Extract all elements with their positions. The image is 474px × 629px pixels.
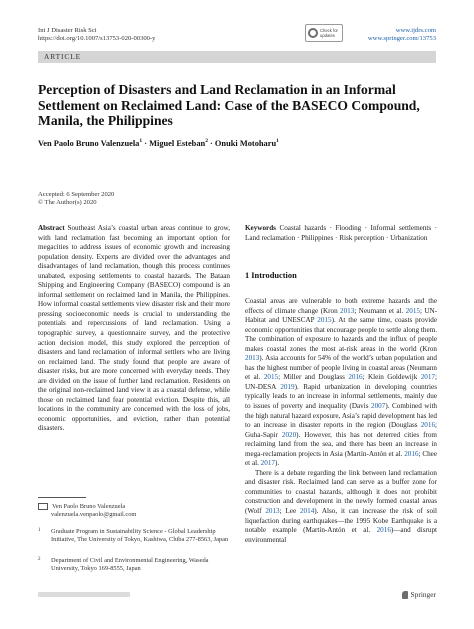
body-text: ). Combined with the high natural hazard exposure, Asia’s rapid development has led to an increase in disaster reports in the region (Douglass [245, 402, 437, 430]
citation-link[interactable]: 2013 [340, 306, 355, 315]
body-text: ; Neumann et al. [354, 306, 406, 315]
body-text: ; Chee et al. [245, 449, 437, 468]
publisher-name: Springer [410, 590, 436, 599]
corresponding-author: Ven Paolo Bruno Valenzuela [52, 503, 126, 510]
body-text: ). [274, 459, 280, 468]
author-list: Ven Paolo Bruno Valenzuela$^1$ · Miguel Esteban$^2$ · Onuki Motoharu$^1$ [38, 138, 279, 148]
springer-horse-icon [402, 591, 408, 599]
author-name[interactable]: Ven Paolo Bruno Valenzuela [38, 138, 140, 148]
citation-link[interactable]: 2020 [281, 430, 297, 439]
intro-paragraph-2 [245, 469, 437, 545]
affiliation-text: Graduate Program in Sustainability Science - Global Leadership Initiative, The University of Tokyo, Kashiwa, Chiba 277-8563, Japan [51, 528, 229, 543]
citation-link[interactable]: 2016 [348, 373, 363, 382]
copyright-line: © The Author(s) 2020 [38, 199, 97, 207]
citation-link[interactable]: 2019 [280, 382, 295, 391]
paper-title: Perception of Disasters and Land Reclamation in an Informal Settlement on Reclaimed Land: Case of the BASECO Compound, Manila, the Philippines [38, 82, 420, 129]
keywords-text: Coastal hazards · Flooding · Informal settlements · Land reclamation · Philippines · Risk perception · Urbanization [245, 224, 437, 242]
body-text: ). At the same time, coasts provide economic opportunities that encourage people to settle along them. The combination of exposure to hazards and the influx of people makes coastal zones the most at-risk areas in the world (Kron [245, 316, 437, 353]
body-text: There is a debate regarding the link between land reclamation and disaster risk. Reclaimed land can serve as a buffer zone for communities to coastal hazards, although it does not prohibit construction and development in the newly formed coastal areas (Wolf [245, 468, 437, 516]
citation-link[interactable]: 2016 [404, 449, 419, 458]
body-text: ; Guha-Sapir [245, 421, 437, 439]
citation-link[interactable]: 2015 [405, 306, 420, 315]
website-link-1[interactable]: www.ijdrs.com [395, 27, 436, 34]
citation-link[interactable]: 2015 [263, 373, 279, 382]
body-text: ; Klein Goldewijk [362, 373, 421, 382]
article-label: ARTICLE [44, 52, 82, 61]
body-text: ; UN-Habitat and UNESCAP [245, 306, 438, 325]
citation-link[interactable]: 2015 [317, 316, 332, 325]
keywords-label: Keywords [245, 224, 276, 232]
affiliation-number: 2 [38, 557, 41, 562]
affiliation-text: Department of Civil and Environmental Engineering, Waseda University, Tokyo 169-8555, Japan [51, 557, 209, 572]
body-text: Coastal areas are vulnerable to both extreme hazards and the effects of climate change (Kron [245, 297, 437, 315]
email-link[interactable]: valenzuela.venpaolo@gmail.com [51, 511, 137, 518]
introduction-body [245, 297, 437, 545]
keywords [245, 224, 437, 243]
abstract [38, 224, 230, 434]
badge-line1: Check for [320, 28, 338, 33]
article-type-bar [38, 51, 436, 63]
intro-paragraph-1 [245, 297, 437, 469]
citation-link[interactable]: 2013 [245, 354, 260, 363]
body-text: ; UN-DESA [245, 373, 437, 391]
body-text: ). Asia accounts for 54% of the world’s urban population and has the highest number of people living in coastal areas (Neumann et al. [245, 354, 437, 382]
envelope-icon [38, 503, 48, 510]
author-name[interactable]: Miguel Esteban [149, 138, 206, 148]
citation-link[interactable]: 2017 [260, 459, 275, 468]
author-name[interactable]: Onuki Motoharu [214, 138, 277, 148]
correspondence [38, 503, 136, 519]
citation-link[interactable]: 2014 [299, 507, 315, 516]
citation-link[interactable]: 2007 [371, 402, 386, 411]
affiliation [38, 528, 230, 544]
footer-bar [38, 592, 130, 597]
body-text: ; Miller and Douglass [278, 373, 349, 382]
affiliation-number: 1 [38, 528, 41, 533]
citation-link[interactable]: 2016 [420, 421, 436, 430]
body-text: ). Rapid urbanization in developing countries typically leads to an increase in informal settlements, mainly due to issues of poverty and inequality (Davis [245, 382, 437, 411]
doi-link[interactable]: https://doi.org/10.1007/s13753-020-00300-y [38, 35, 156, 43]
author-affiliation-mark: 1 [276, 138, 279, 144]
publisher-logo [402, 590, 436, 599]
body-text: ). Also, it can increase the risk of soil liquefaction during earthquakes—the 1995 Kobe Earthquake is a notable example (Martín-Antón et al. [245, 507, 437, 535]
website-link-2[interactable]: www.springer.com/13753 [367, 35, 436, 43]
section-heading: 1 Introduction [245, 271, 297, 280]
citation-link[interactable]: 2013 [265, 507, 280, 516]
body-text: )—and disrupt environmental [245, 526, 438, 544]
accepted-date: Accepted: 6 September 2020 [38, 191, 115, 198]
crossmark-icon [308, 28, 318, 38]
citation-link[interactable]: 2016 [376, 526, 391, 535]
journal-websites [368, 27, 436, 44]
abstract-label: Abstract [38, 224, 65, 232]
citation-link[interactable]: 2017 [420, 373, 435, 382]
affiliation [38, 557, 230, 573]
abstract-text: Southeast Asia’s coastal urban areas continue to grow, with land reclamation fast becoming an important option for megacities to address issues of economic growth and increasing population density. Experts are divided over the advantages and disadvantages of land reclamation, though this process continues unabated, exposing settlements to coastal hazards. The Bataan Shipping and Engineering Company (BASECO) compound is an informal settlement on reclaimed land in Manila, the Philippines. How informal coastal settlements view disaster risk and their more pressing socioeconomic needs is crucial to understanding the potentials and repercussions of land reclamation. Using a topographic survey, a questionnaire survey, and the protective action decision model, this study explored the perception of disasters and land reclamation of informal settlers who are living on reclaimed land. The study found that people are aware of disaster risks, but are more concerned with everyday needs. They are divided on the issue of further land reclamation. Residents on the original non-reclaimed land view it as a coastal defense, while those on reclaimed land fear potential eviction. Despite this, all locations in the community are concerned with the loss of jobs, economic opportunities, and eviction, rather than potential disasters. [38, 224, 230, 433]
journal-header [38, 27, 155, 44]
footnote-divider [38, 497, 86, 498]
body-text: ). However, this has not deterred cities from reclaiming land from the sea, and there has been an increase in mega-reclamation projects in Asia (Martín-Antón et al. [245, 430, 437, 458]
journal-name: Int J Disaster Risk Sci [38, 27, 97, 34]
author-affiliation-mark: 1 [139, 138, 143, 144]
article-dates [38, 191, 114, 208]
check-for-updates-badge[interactable] [305, 24, 343, 42]
badge-line2: updates [320, 33, 335, 38]
author-affiliation-mark: 2 [205, 138, 208, 144]
body-text: ; Lee [279, 507, 300, 516]
